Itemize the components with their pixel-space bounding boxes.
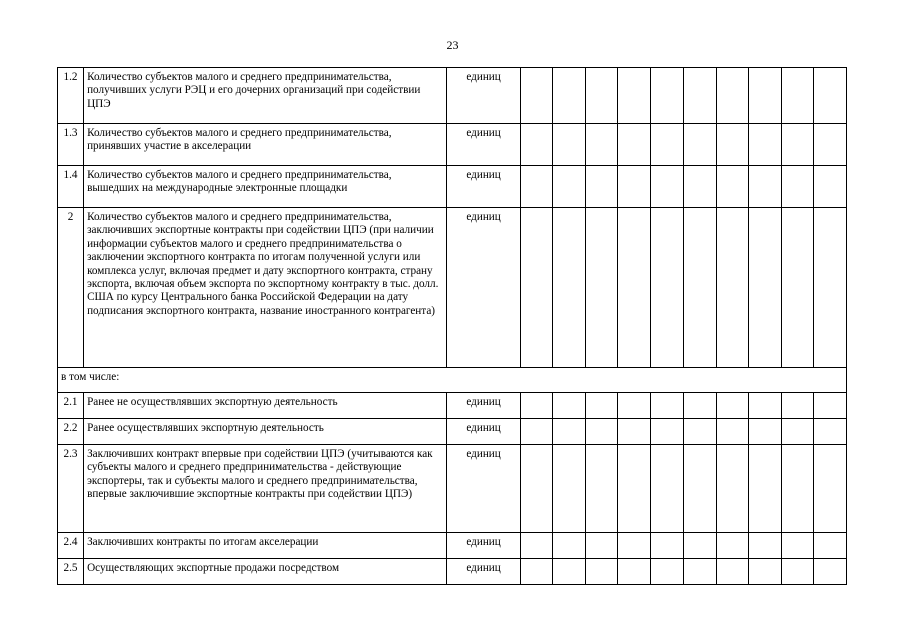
value-cell <box>813 393 846 419</box>
value-cell <box>813 445 846 533</box>
value-cell <box>781 393 813 419</box>
value-cell <box>553 445 586 533</box>
unit-cell: единиц <box>446 166 520 208</box>
table-row <box>58 208 847 368</box>
value-cell <box>618 124 651 166</box>
row-number: 2.3 <box>58 445 84 533</box>
table-row <box>58 533 847 559</box>
value-cell <box>683 124 716 166</box>
value-cell <box>716 208 748 368</box>
row-number: 1.3 <box>58 124 84 166</box>
unit-cell: единиц <box>446 208 520 368</box>
value-cell <box>586 208 618 368</box>
unit-cell: единиц <box>446 68 520 124</box>
value-cell <box>683 559 716 585</box>
table-row <box>58 419 847 445</box>
value-cell <box>716 533 748 559</box>
row-number: 2.1 <box>58 393 84 419</box>
value-cell <box>651 533 683 559</box>
indicator-name: Количество субъектов малого и среднего предпринимательства, заключивших экспортные контракты при содействии ЦПЭ (при наличии информации субъектов малого и среднего предпринимательства о заключении экспортного контракта по итогам полученной услуги или комплекса услуг, включая предмет и дату экспортного контракта, страну экспорта, включая объем экспорта по экспортному контракту в тыс. долл. США по курсу Центрального банка Российской Федерации на дату подписания экспортного контракта, название иностранного контрагента) <box>84 208 447 368</box>
value-cell <box>586 124 618 166</box>
value-cell <box>813 419 846 445</box>
value-cell <box>651 419 683 445</box>
value-cell <box>683 166 716 208</box>
unit-cell: единиц <box>446 393 520 419</box>
value-cell <box>781 419 813 445</box>
value-cell <box>781 445 813 533</box>
value-cell <box>813 68 846 124</box>
value-cell <box>748 559 781 585</box>
value-cell <box>553 533 586 559</box>
section-row <box>58 368 847 393</box>
value-cell <box>813 208 846 368</box>
value-cell <box>553 166 586 208</box>
unit-cell: единиц <box>446 533 520 559</box>
indicator-name: Количество субъектов малого и среднего предпринимательства, вышедших на международные электронные площадки <box>84 166 447 208</box>
value-cell <box>618 559 651 585</box>
unit-cell: единиц <box>446 445 520 533</box>
indicator-name: Заключивших контракт впервые при содействии ЦПЭ (учитываются как субъекты малого и среднего предпринимательства - действующие экспортеры, так и субъекты малого и среднего предпринимательства, впервые заключившие экспортные контракты при содействии ЦПЭ) <box>84 445 447 533</box>
value-cell <box>781 68 813 124</box>
row-number: 2.4 <box>58 533 84 559</box>
value-cell <box>586 166 618 208</box>
value-cell <box>618 208 651 368</box>
value-cell <box>651 68 683 124</box>
value-cell <box>586 393 618 419</box>
table-row <box>58 445 847 533</box>
row-number: 2.5 <box>58 559 84 585</box>
value-cell <box>813 559 846 585</box>
value-cell <box>586 419 618 445</box>
value-cell <box>716 559 748 585</box>
value-cell <box>748 419 781 445</box>
indicator-name: Количество субъектов малого и среднего предпринимательства, принявших участие в акселерации <box>84 124 447 166</box>
value-cell <box>651 559 683 585</box>
value-cell <box>716 124 748 166</box>
value-cell <box>683 68 716 124</box>
indicators-table <box>57 67 847 585</box>
value-cell <box>521 208 553 368</box>
value-cell <box>716 166 748 208</box>
value-cell <box>683 393 716 419</box>
indicator-name: Осуществляющих экспортные продажи посредством <box>84 559 447 585</box>
value-cell <box>586 445 618 533</box>
section-label: в том числе: <box>58 368 847 393</box>
value-cell <box>586 68 618 124</box>
table-row <box>58 559 847 585</box>
value-cell <box>651 445 683 533</box>
table-row <box>58 393 847 419</box>
value-cell <box>586 559 618 585</box>
value-cell <box>781 124 813 166</box>
value-cell <box>716 68 748 124</box>
value-cell <box>748 393 781 419</box>
value-cell <box>618 68 651 124</box>
value-cell <box>781 166 813 208</box>
value-cell <box>521 533 553 559</box>
value-cell <box>521 124 553 166</box>
table-row <box>58 124 847 166</box>
table-row <box>58 166 847 208</box>
value-cell <box>716 393 748 419</box>
row-number: 1.4 <box>58 166 84 208</box>
value-cell <box>748 208 781 368</box>
value-cell <box>553 419 586 445</box>
value-cell <box>781 208 813 368</box>
value-cell <box>618 445 651 533</box>
value-cell <box>683 208 716 368</box>
value-cell <box>618 166 651 208</box>
value-cell <box>618 393 651 419</box>
value-cell <box>521 419 553 445</box>
value-cell <box>521 559 553 585</box>
indicator-name: Ранее не осуществлявших экспортную деятельность <box>84 393 447 419</box>
value-cell <box>813 124 846 166</box>
value-cell <box>651 124 683 166</box>
value-cell <box>553 208 586 368</box>
value-cell <box>618 533 651 559</box>
value-cell <box>813 166 846 208</box>
value-cell <box>651 393 683 419</box>
value-cell <box>748 445 781 533</box>
value-cell <box>521 68 553 124</box>
value-cell <box>683 419 716 445</box>
value-cell <box>521 445 553 533</box>
value-cell <box>521 393 553 419</box>
value-cell <box>748 166 781 208</box>
row-number: 2 <box>58 208 84 368</box>
value-cell <box>748 124 781 166</box>
value-cell <box>748 533 781 559</box>
value-cell <box>651 208 683 368</box>
value-cell <box>683 533 716 559</box>
value-cell <box>716 419 748 445</box>
table-row <box>58 68 847 124</box>
unit-cell: единиц <box>446 559 520 585</box>
value-cell <box>521 166 553 208</box>
row-number: 1.2 <box>58 68 84 124</box>
row-number: 2.2 <box>58 419 84 445</box>
value-cell <box>553 68 586 124</box>
value-cell <box>553 393 586 419</box>
value-cell <box>553 124 586 166</box>
value-cell <box>716 445 748 533</box>
indicator-name: Количество субъектов малого и среднего предпринимательства, получивших услуги РЭЦ и его дочерних организаций при содействии ЦПЭ <box>84 68 447 124</box>
page-number: 23 <box>446 38 459 52</box>
value-cell <box>813 533 846 559</box>
value-cell <box>781 559 813 585</box>
value-cell <box>683 445 716 533</box>
value-cell <box>748 68 781 124</box>
indicator-name: Ранее осуществлявших экспортную деятельность <box>84 419 447 445</box>
indicator-name: Заключивших контракты по итогам акселерации <box>84 533 447 559</box>
value-cell <box>618 419 651 445</box>
value-cell <box>553 559 586 585</box>
value-cell <box>586 533 618 559</box>
unit-cell: единиц <box>446 124 520 166</box>
value-cell <box>651 166 683 208</box>
unit-cell: единиц <box>446 419 520 445</box>
value-cell <box>781 533 813 559</box>
